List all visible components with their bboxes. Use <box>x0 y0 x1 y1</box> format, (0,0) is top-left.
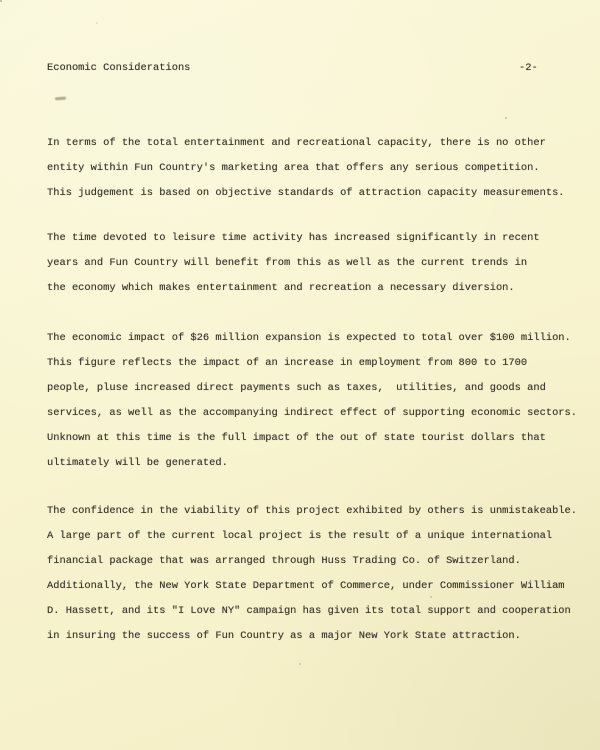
page-title: Economic Considerations <box>47 62 191 74</box>
paragraph-competition <box>47 131 590 206</box>
pencil-mark <box>55 97 66 100</box>
text-line: in insuring the success of Fun Country as a major New York State attraction. <box>47 630 521 642</box>
text-line: years and Fun Country will benefit from this as well as the current trends in <box>47 257 528 269</box>
paragraph-confidence <box>47 499 590 649</box>
page-number: -2- <box>519 62 538 74</box>
text-line: services, as well as the accompanying indirect effect of supporting economic sectors. <box>47 407 578 419</box>
text-line: The time devoted to leisure time activity has increased significantly in recent <box>47 232 540 244</box>
text-line: people, pluse increased direct payments such as taxes, utilities, and goods and <box>47 382 546 394</box>
text-line: entity within Fun Country's marketing area that offers any serious competition. <box>47 162 540 174</box>
text-line: This figure reflects the impact of an increase in employment from 800 to 1700 <box>47 357 528 369</box>
text-line: In terms of the total entertainment and recreational capacity, there is no other <box>47 137 546 149</box>
text-line: The economic impact of $26 million expansion is expected to total over $100 million. <box>47 332 571 344</box>
paragraph-leisure-time <box>47 226 590 301</box>
text-line: ultimately will be generated. <box>47 457 228 469</box>
text-line: This judgement is based on objective standards of attraction capacity measurements. <box>47 187 565 199</box>
text-line: financial package that was arranged through Huss Trading Co. of Switzerland. <box>47 555 521 567</box>
text-line: The confidence in the viability of this project exhibited by others is unmistakeable. <box>47 505 578 517</box>
text-line: A large part of the current local project is the result of a unique international <box>47 530 553 542</box>
paragraph-economic-impact <box>47 326 590 476</box>
text-line: Additionally, the New York State Department of Commerce, under Commissioner William <box>47 580 565 592</box>
text-line: D. Hassett, and its "I Love NY" campaign has given its total support and cooperation <box>47 605 571 617</box>
text-line: the economy which makes entertainment and recreation a necessary diversion. <box>47 282 515 294</box>
text-line: Unknown at this time is the full impact of the out of state tourist dollars that <box>47 432 546 444</box>
